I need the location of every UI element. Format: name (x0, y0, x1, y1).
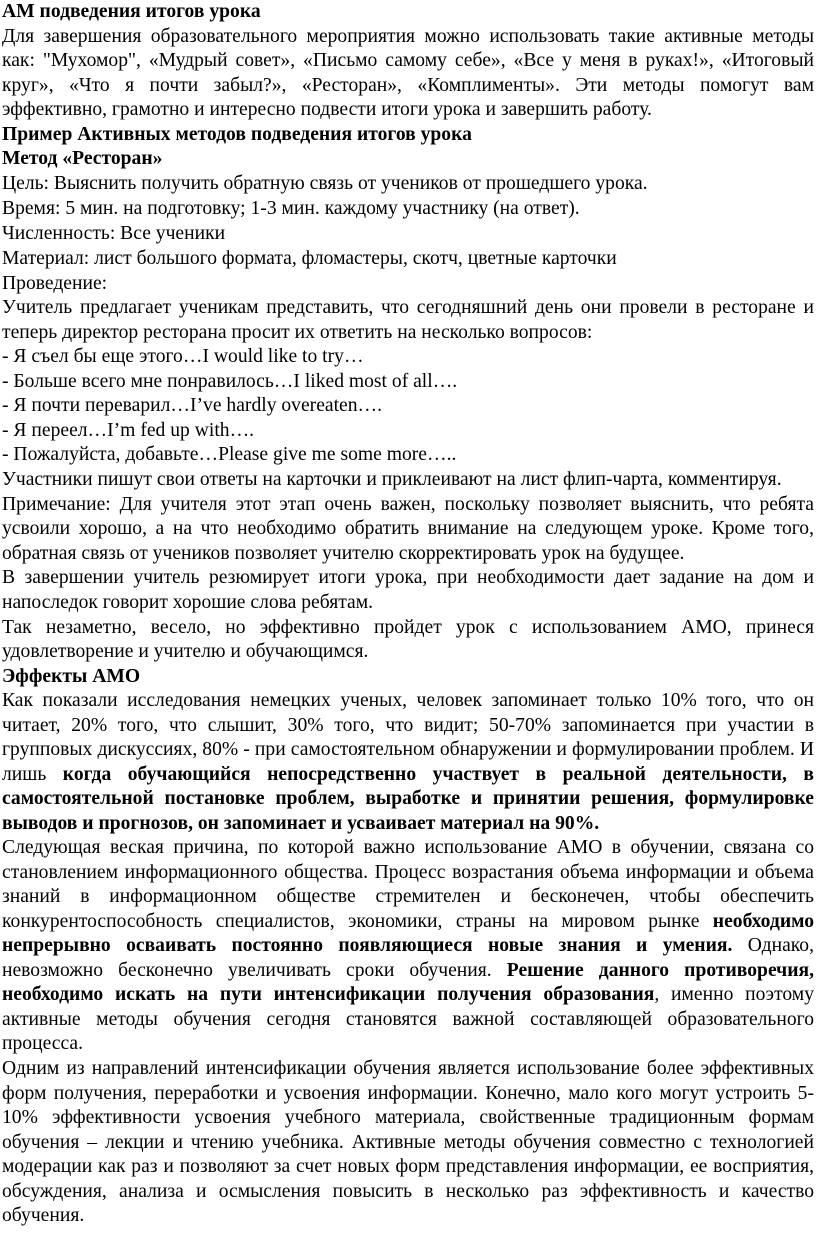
question-item: - Я переел…I’m fed up with…. (2, 419, 255, 441)
effects-paragraph-2 (2, 836, 814, 1057)
question-item: - Пожалуйста, добавьте…Please give me some more….. (2, 444, 457, 465)
goal-line: Цель: Выяснить получить обратную связь от учеников от прошедшего урока. (2, 173, 648, 194)
effects-p2-bold-1: необходимо непрерывно осваивать постоянно появляющиеся новые знания и умения. (2, 910, 814, 956)
effects-p2-end: , именно поэтому активные методы обучения сегодня становятся важной составляющей образовательного процесса. (2, 984, 814, 1054)
conclusion-paragraph: В завершении учитель резюмирует итоги урока, при необходимости дает задание на дом и напоследок говорит хорошие слова ребятам. (2, 567, 814, 613)
effects-p1-text: Как показали исследования немецких ученых, человек запоминает только 10% того, что он читает, 20% того, что слышит, 30% того, что видит; 50-70% запоминается при участии в групповых дискуссиях, 80% - при самостоятельном обнаружении и формулировании проблем. И лишь (2, 690, 814, 785)
effects-heading: Эффекты АМО (2, 665, 141, 687)
question-item: - Я съел бы еще этого…I would like to try… (2, 346, 364, 367)
summary-paragraph: Так незаметно, весело, но эффективно пройдет урок с использованием АМО, принеся удовлетворение и учителю и обучающимся. (2, 616, 814, 662)
time-line: Время: 5 мин. на подготовку; 1-3 мин. каждому участнику (на ответ). (2, 198, 580, 219)
question-item: - Больше всего мне понравилось…I liked most of all…. (2, 370, 458, 392)
effects-paragraph-3: Одним из направлений интенсификации обучения является использование более эффективных форм получения, переработки и усвоения информации. Конечно, мало кого могут устроить 5-10% эффективности усвоения учебного материала, свойственные традиционным формам обучения – лекции и чтению учебника. Активные методы обучения совместно с технологией модерации как раз и позволяют за счет новых форм представления информации, ее восприятия, обсуждения, анализа и осмысления повысить в несколько раз эффективность и качество обучения. (2, 1058, 814, 1226)
effects-p2-text: Следующая веская причина, по которой важно использование АМО в обучении, связана со становлением информационного общества. Процесс возрастания объема информации и объема знаний в информационном обществе стремителен и бесконечен, чтобы обеспечить конкурентоспособность специалистов, экономики, страны на мировом рынке (2, 837, 814, 932)
participants-paragraph: Участники пишут свои ответы на карточки и приклеивают на лист флип-чарта, комментируя. (2, 468, 782, 490)
example-heading: Пример Активных методов подведения итогов урока (2, 123, 472, 145)
question-item: - Я почти переварил…I’ve hardly overeaten…. (2, 395, 383, 416)
note-paragraph: Примечание: Для учителя этот этап очень важен, поскольку позволяет выяснить, что ребята усвоили хорошо, а на что необходимо обратить внимание на следующем уроке. Кроме того, обратная связь от учеников позволяет учителю скорректировать урок на будущее. (2, 493, 814, 564)
effects-paragraph-1 (2, 689, 814, 836)
intro-paragraph: Для завершения образовательного мероприятия можно использовать такие активные методы как: "Мухомор", «Мудрый совет», «Письмо самому себе», «Все у меня в руках!», «Итоговый круг», «Что я почти забыл?», «Ресторан», «Комплименты». Эти методы помогут вам эффективно, грамотно и интересно подвести итоги урока и завершить работу. (2, 25, 814, 120)
document-title: АМ подведения итогов урока (2, 1, 261, 22)
size-line: Численность: Все ученики (2, 223, 226, 244)
effects-p1-bold: когда обучающийся непосредственно участвует в реальной деятельности, в самостоятельной постановке проблем, выработке и принятии решения, формулировке выводов и прогнозов, он запоминает и усваивает материал на 90%. (2, 763, 814, 834)
procedure-label: Проведение: (2, 272, 108, 294)
material-line: Материал: лист большого формата, фломастеры, скотч, цветные карточки (2, 248, 617, 269)
procedure-paragraph: Учитель предлагает ученикам представить, что сегодняшний день они провели в ресторане и теперь директор ресторана просит их ответить на несколько вопросов: (2, 297, 814, 343)
effects-p2-mid: Однако, невозможно бесконечно увеличивать сроки обучения. (2, 935, 814, 981)
method-heading: Метод «Ресторан» (2, 148, 163, 169)
effects-p2-bold-2: Решение данного противоречия, необходимо искать на пути интенсификации получения образования (2, 959, 814, 1005)
